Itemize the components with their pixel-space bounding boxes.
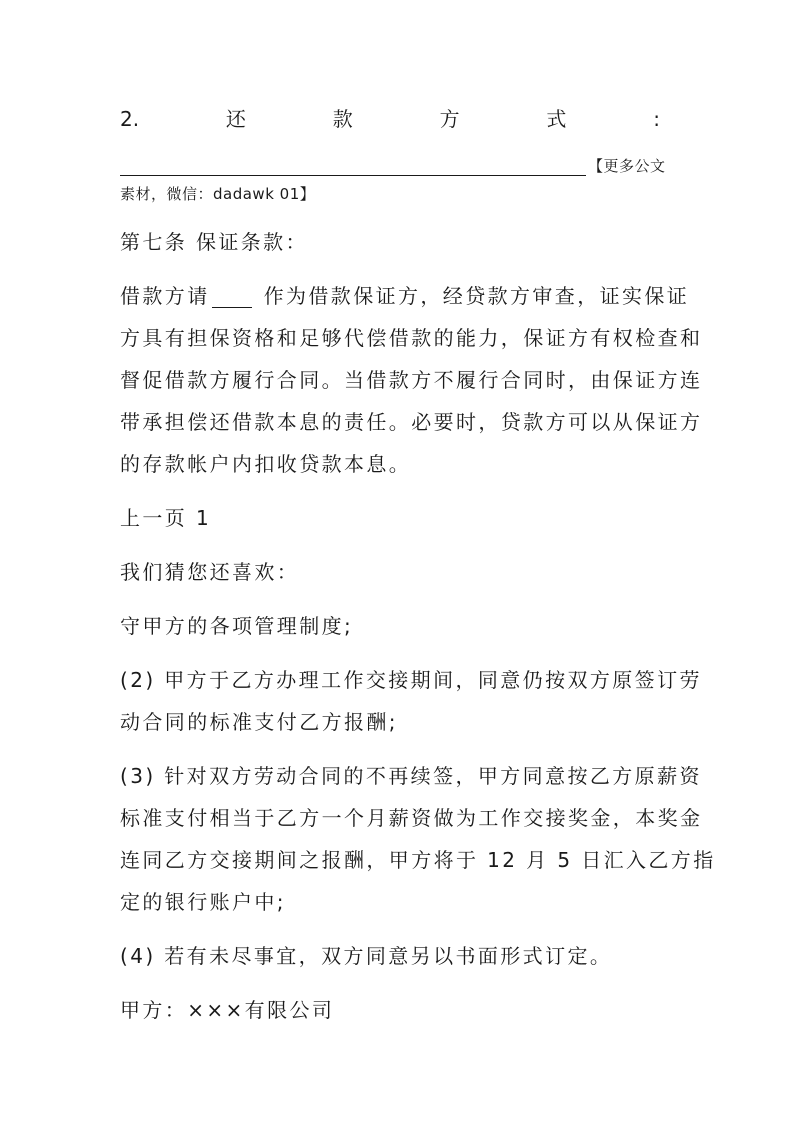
guarantor-blank [212, 287, 252, 308]
body-line: 守甲方的各项管理制度; [120, 614, 354, 638]
heading-char: 款 [332, 107, 353, 131]
item-2-line: 动合同的标准支付乙方报酬; [120, 710, 398, 734]
repayment-blank-row [120, 150, 680, 176]
item-3-line: 标准支付相当于乙方一个月薪资做为工作交接奖金，本奖金 [120, 806, 703, 830]
item-3-line: 连同乙方交接期间之报酬，甲方将于 12 月 5 日汇入乙方指 [120, 848, 716, 872]
item-3-line: 定的银行账户中; [120, 890, 286, 914]
promo-note-part1: 【更多公文 [588, 157, 666, 175]
heading-char: 式 [546, 107, 567, 131]
item-4-line: (4) 若有未尽事宜，双方同意另以书面形式订定。 [120, 944, 613, 968]
article-7-line [120, 284, 690, 308]
item-3-line: (3) 针对双方劳动合同的不再续签，甲方同意按乙方原薪资 [120, 764, 702, 788]
article-7-lead: 借款方请 [120, 284, 210, 308]
heading-number: 2. [120, 107, 140, 131]
heading-char: 还 [225, 107, 246, 131]
article-7-line: 带承担偿还借款本息的责任。必要时，贷款方可以从保证方 [120, 410, 703, 434]
article-7-line: 督促借款方履行合同。当借款方不履行合同时，由保证方连 [120, 368, 703, 392]
fill-in-blank [120, 155, 586, 176]
article-7-cont: 作为借款保证方，经贷款方审查，证实保证 [263, 284, 690, 308]
heading-char: : [653, 107, 660, 131]
article-7-title: 第七条 保证条款： [120, 230, 308, 254]
recommend-heading: 我们猜您还喜欢： [120, 560, 300, 584]
prev-page-link[interactable]: 上一页 1 [120, 506, 212, 530]
heading-char: 方 [439, 107, 460, 131]
promo-note-part2: 素材，微信：dadawk 01】 [120, 185, 316, 203]
article-7-line: 方具有担保资格和足够代偿借款的能力，保证方有权检查和 [120, 326, 703, 350]
repayment-heading [120, 106, 660, 132]
item-2-line: (2) 甲方于乙方办理工作交接期间，同意仍按双方原签订劳 [120, 668, 702, 692]
party-a-line: 甲方：×××有限公司 [120, 998, 335, 1022]
article-7-line: 的存款帐户内扣收贷款本息。 [120, 452, 412, 476]
